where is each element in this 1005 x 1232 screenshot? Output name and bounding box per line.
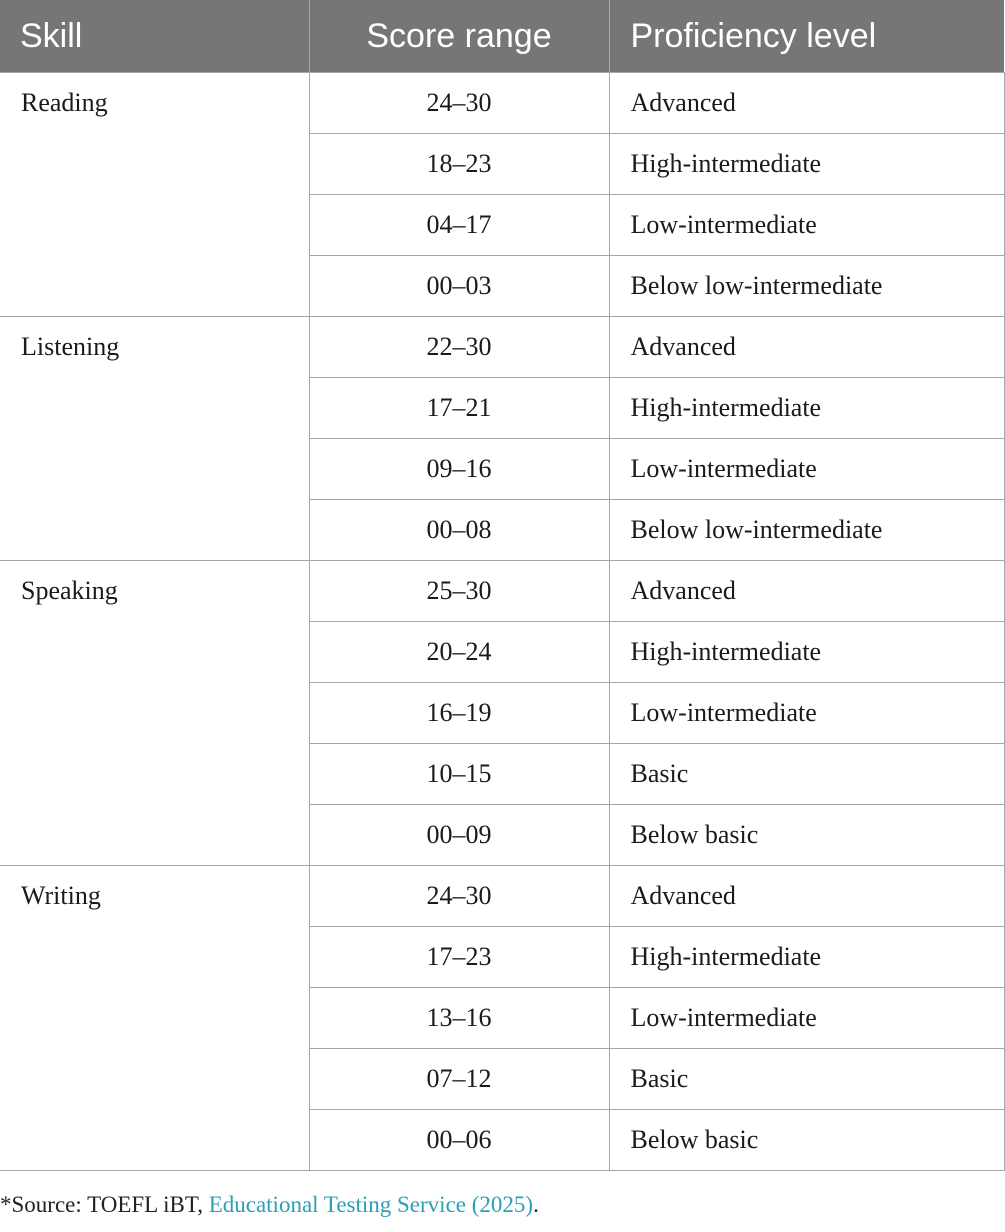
source-link[interactable]: Educational Testing Service (2025) [208, 1192, 534, 1217]
score-range-cell: 18–23 [309, 134, 609, 195]
score-range-cell: 10–15 [309, 744, 609, 805]
score-range-cell: 20–24 [309, 622, 609, 683]
skill-cell: Speaking [0, 561, 309, 866]
score-range-cell: 24–30 [309, 73, 609, 134]
header-row [0, 0, 1004, 73]
proficiency-level-cell: High-intermediate [609, 134, 1004, 195]
header-skill: Skill [0, 0, 309, 73]
score-range-cell: 00–03 [309, 256, 609, 317]
proficiency-level-cell: Below basic [609, 805, 1004, 866]
table-body [0, 73, 1004, 1171]
proficiency-level-cell: Basic [609, 1049, 1004, 1110]
table-row [0, 866, 1004, 927]
proficiency-level-cell: High-intermediate [609, 378, 1004, 439]
proficiency-level-cell: Low-intermediate [609, 988, 1004, 1049]
score-range-cell: 07–12 [309, 1049, 609, 1110]
score-range-cell: 16–19 [309, 683, 609, 744]
proficiency-level-cell: Advanced [609, 866, 1004, 927]
proficiency-level-cell: Advanced [609, 317, 1004, 378]
footnote-suffix: . [533, 1192, 539, 1217]
table-header [0, 0, 1004, 73]
proficiency-level-cell: Low-intermediate [609, 683, 1004, 744]
proficiency-level-cell: Below low-intermediate [609, 500, 1004, 561]
skill-cell: Writing [0, 866, 309, 1171]
header-score-range: Score range [309, 0, 609, 73]
footnote-prefix: *Source: TOEFL iBT, [0, 1192, 209, 1217]
proficiency-level-cell: Below low-intermediate [609, 256, 1004, 317]
table-row [0, 73, 1004, 134]
skill-cell: Reading [0, 73, 309, 317]
score-range-cell: 00–06 [309, 1110, 609, 1171]
score-range-cell: 22–30 [309, 317, 609, 378]
score-range-cell: 04–17 [309, 195, 609, 256]
proficiency-level-cell: Basic [609, 744, 1004, 805]
table-row [0, 561, 1004, 622]
score-range-cell: 17–21 [309, 378, 609, 439]
proficiency-level-cell: High-intermediate [609, 622, 1004, 683]
score-range-cell: 13–16 [309, 988, 609, 1049]
source-footnote [0, 1192, 539, 1218]
header-proficiency-level: Proficiency level [609, 0, 1004, 73]
proficiency-level-cell: Advanced [609, 561, 1004, 622]
score-range-cell: 24–30 [309, 866, 609, 927]
score-range-cell: 17–23 [309, 927, 609, 988]
proficiency-level-cell: Below basic [609, 1110, 1004, 1171]
score-range-cell: 00–08 [309, 500, 609, 561]
table-row [0, 317, 1004, 378]
proficiency-level-cell: Low-intermediate [609, 439, 1004, 500]
proficiency-level-cell: High-intermediate [609, 927, 1004, 988]
score-range-cell: 00–09 [309, 805, 609, 866]
skill-cell: Listening [0, 317, 309, 561]
score-range-cell: 09–16 [309, 439, 609, 500]
proficiency-level-cell: Low-intermediate [609, 195, 1004, 256]
proficiency-level-cell: Advanced [609, 73, 1004, 134]
score-range-cell: 25–30 [309, 561, 609, 622]
